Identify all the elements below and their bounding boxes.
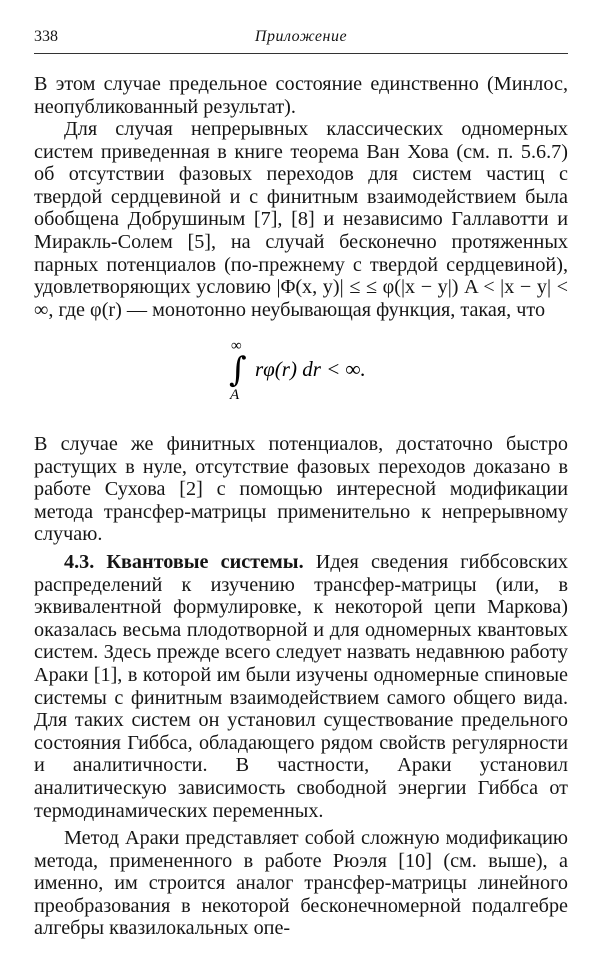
- integral-formula: [0, 336, 600, 406]
- section-text: Идея сведения гиббсовских распределений к изучению трансфер-матрицы (или, в эквивалентной формулировке, к некоторой цепи Маркова) оказалась весьма плодотворной и для одномерных квантовых систем. Здесь прежде всего следует назвать недавнюю работу Араки [1], в которой им были изучены одномерные спиновые системы с финитным взаимодействием самого общего вида. Для таких систем он установил существование предельного состояния Гиббса, обладающего рядом свойств регулярности и аналитичности. В частности, Араки установил аналитическую зависимость свободной энергии Гиббса от термодинамических переменных.: [34, 551, 568, 822]
- paragraph-araki-method: Метод Араки представляет собой сложную модификацию метода, примененного в работе Рюэля [10] (см. выше), а именно, им строится аналог трансфер-матрицы линейного преобразования в некоторой бесконечномерной подалгебре алгебры квазилокальных опе-: [34, 827, 568, 940]
- integrand: rφ(r) dr < ∞.: [255, 357, 366, 381]
- paragraph-quantum-systems: [34, 551, 568, 822]
- integral-lower-limit: A: [230, 387, 240, 403]
- header-rule: [34, 53, 568, 54]
- paragraph-finite-potentials: В случае же финитных потенциалов, достаточно быстро растущих в нуле, отсутствие фазовых переходов доказано в работе Сухова [2] с помощью интересной модификации метода трансфер-матрицы применительно к непрерывному случаю.: [34, 433, 568, 546]
- page-header: [34, 28, 568, 52]
- integral-upper-limit: ∞: [231, 338, 242, 354]
- section-heading: 4.3. Квантовые системы.: [64, 551, 304, 573]
- paragraph-van-hove: Для случая непрерывных классических одномерных систем приведенная в книге теорема Ван Хова (см. п. 5.6.7) об отсутствии фазовых переходов для систем частиц с твердой сердцевиной и с финитным взаимодействием была обобщена Добрушиным [7], [8] и независимо Галлавотти и Миракль-Солем [5], на случай бесконечно протяженных парных потенциалов (по-прежнему с твердой сердцевиной), удовлетворяющих условию |Φ(x, y)| ≤ ≤ φ(|x − y|) A < |x − y| < ∞, где φ(r) — монотонно неубывающая функция, такая, что: [34, 118, 568, 321]
- paragraph-minlos: В этом случае предельное состояние единственно (Минлос, неопубликованный результат).: [34, 73, 568, 118]
- integral-sign: ∫: [229, 350, 247, 390]
- running-title: Приложение: [254, 28, 348, 45]
- page-number: 338: [34, 28, 58, 45]
